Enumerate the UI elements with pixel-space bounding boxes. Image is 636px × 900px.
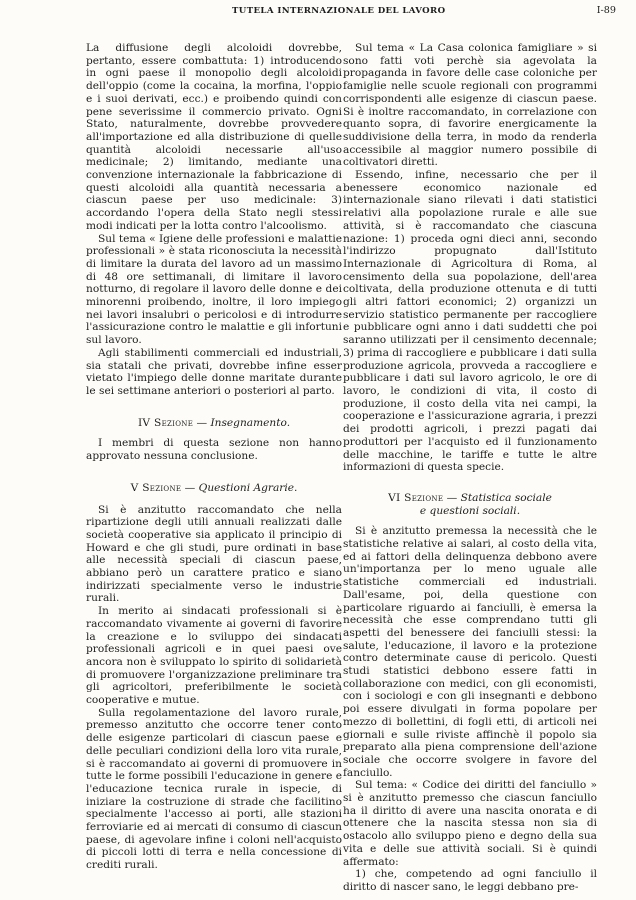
section-label: IV Sezione xyxy=(137,416,194,429)
left-column xyxy=(86,42,342,872)
paragraph: In merito ai sindacati professionali si è raccomandato vivamente ai governi di favorire la creazione e lo sviluppo dei sindacati professionali agricoli e in quei paesi ove ancora non è sviluppato lo spirito di solidarietà di promuovere l'organizzazione preliminare tra gli agricoltori, preferibilmente le società cooperative e mutue. xyxy=(86,605,342,707)
right-column xyxy=(343,42,597,894)
page-number: I-89 xyxy=(596,5,616,16)
paragraph: La diffusione degli alcoloidi dovrebbe, pertanto, essere combattuta: 1) introducendo in ogni paese il monopolio degli alcoloidi dell'oppio (come la cocaina, la morfina, l'oppio e i suoi derivati, ecc.) e proibendo quindi con pene severissime il commercio privato. Ogni Stato, naturalmente, dovrebbe provvedere all'importazione ed alla distribuzione di quelle quantità alcoloidi necessarie all'uso medicinale; 2) limitando, mediante una convenzione internazionale la fabbricazione di questi alcoloidi alla quantità necessaria a ciascun paese per uso medicinale: 3) accordando l'opera della Stato negli stessi modi indicati per la lotta contro l'alcoolismo. xyxy=(86,42,342,232)
paragraph: Essendo, infine, necessario che per il benessere economico nazionale ed internazionale siano rilevati i dati statistici relativi alla popolazione rurale e alle sue attività, si è raccomandato che ciascuna nazione: 1) proceda ogni dieci anni, secondo l'indirizzo propugnato dall'Istituto Internazionale di Agricoltura di Roma, al censimento della sua popolazione, dell'area coltivata, della produzione ottenuta e di tutti gli altri fattori economici; 2) organizzi un servizio statistico permanente per raccogliere e pubblicare ogni anno i dati suddetti che poi saranno utilizzati per il censimento decennale; 3) prima di raccogliere e pubblicare i dati sulla produzione agricola, provveda a raccogliere e pubblicare i dati sul lavoro agricolo, le ore di lavoro, le condizioni di vita, il costo di produzione, il costo della vita nei campi, la cooperazione e l'assicurazione agraria, i prezzi dei prodotti agricoli, i prezzi pagati dai produttori per l'acquisto ed il funzionamento delle macchine, le tariffe e tutte le altre informazioni di questa specie. xyxy=(343,169,597,474)
section-dash: — xyxy=(181,481,199,494)
paragraph: Sul tema: « Codice dei diritti del fanciullo » si è anzitutto premesso che ciascun fanciullo ha il diritto di avere una nascita onorata e di ottenere che la nascita stessa non sia di ostacolo allo sviluppo pieno e degno della sua vita e delle sue attività sociali. Si è quindi affermato: xyxy=(343,779,597,868)
paragraph: 1) che, competendo ad ogni fanciullo il diritto di nascer sano, le leggi debbano pre- xyxy=(343,868,597,893)
section-heading-iv xyxy=(86,417,342,430)
paragraph: Si è anzitutto premessa la necessità che le statistiche relative ai salari, al costo della vita, ed ai fattori della delinquenza debbono avere un'importanza per lo meno uguale alle statistiche commerciali ed industriali. Dall'esame, poi, della questione con particolare riguardo ai fanciulli, è emersa la necessità che esse comprendano tutti gli aspetti del benessere dei fanciulli stessi: la salute, l'educazione, il lavoro e la protezione contro determinate cause di pericolo. Questi studi statistici debbono essere fatti in collaborazione con medici, con gli economisti, con i sociologi e con gli insegnanti e debbono poi essere divulgati in forma popolare per mezzo di bollettini, di fogli etti, di articoli nei giornali e sulle riviste affinchè il popolo sia preparato alla piena comprensione dell'azione sociale che occorre svolgere in favore del fanciullo. xyxy=(343,525,597,779)
section-heading-v xyxy=(86,482,342,495)
section-dash: — xyxy=(443,491,461,504)
section-label: VI Sezione xyxy=(388,491,444,504)
running-title: TUTELA INTERNAZIONALE DEL LAVORO xyxy=(232,6,446,16)
section-label: V Sezione xyxy=(130,481,182,494)
paragraph: Sulla regolamentazione del lavoro rurale, premesso anzitutto che occorre tener conto delle esigenze particolari di ciascun paese e delle peculiari condizioni della loro vita rurale, si è raccomandato ai governi di promuovere in tutte le forme possibili l'educazione in genere e l'educazione tecnica rurale in ispecie, di iniziare la costruzione di strade che facilitino specialmente l'accesso ai porti, alle stazioni ferroviarie ed ai mercati di consumo di ciascun paese, di agevolare infine i coloni nell'acquisto di piccoli lotti di terra e nella concessione di crediti rurali. xyxy=(86,706,342,872)
section-dash: — xyxy=(193,416,211,429)
paragraph: Si è anzitutto raccomandato che nella ripartizione degli utili annuali realizzati dalle società cooperative sia applicato il principio di Howard e che gli studi, pure ordinati in base alle necessità speciali di ciascun paese, abbiano però un carattere pratico e siano indirizzati specialmente verso le industrie rurali. xyxy=(86,503,342,605)
section-title: Questioni Agrarie. xyxy=(198,481,298,494)
paragraph: Sul tema « La Casa colonica famigliare » si sono fatti voti perchè sia agevolata la propaganda in favore delle case coloniche per famiglie nelle scuole regionali con programmi corrispondenti alle esigenze di ciascun paese. Si è inoltre raccomandato, in correlazione con quanto sopra, di favorire energicamente la suddivisione della terra, in modo da renderla accessibile al maggior numero possibile di coltivatori diretti. xyxy=(343,42,597,169)
section-title: Insegnamento. xyxy=(210,416,291,429)
section-heading-vi xyxy=(343,492,597,517)
paragraph: Agli stabilimenti commerciali ed industriali, sia statali che privati, dovrebbe infine esser vietato l'impiego delle donne maritate durante le sei settimane anteriori o posteriori al parto. xyxy=(86,346,342,397)
paragraph: Sul tema « Igiene delle professioni e malattie professionali » è stata riconosciuta la necessità di limitare la durata del lavoro ad un massimo di 48 ore settimanali, di limitare il lavoro notturno, di regolare il lavoro delle donne e dei minorenni proibendo, inoltre, il loro impiego nei lavori insalubri o pericolosi e di introdurre l'assicurazione contro le malattie e gli infortuni sul lavoro. xyxy=(86,232,342,347)
section-title-continued: e questioni sociali. xyxy=(419,504,521,517)
paragraph: I membri di questa sezione non hanno approvato nessuna conclusione. xyxy=(86,437,342,463)
section-title: Statistica sociale xyxy=(460,491,552,504)
